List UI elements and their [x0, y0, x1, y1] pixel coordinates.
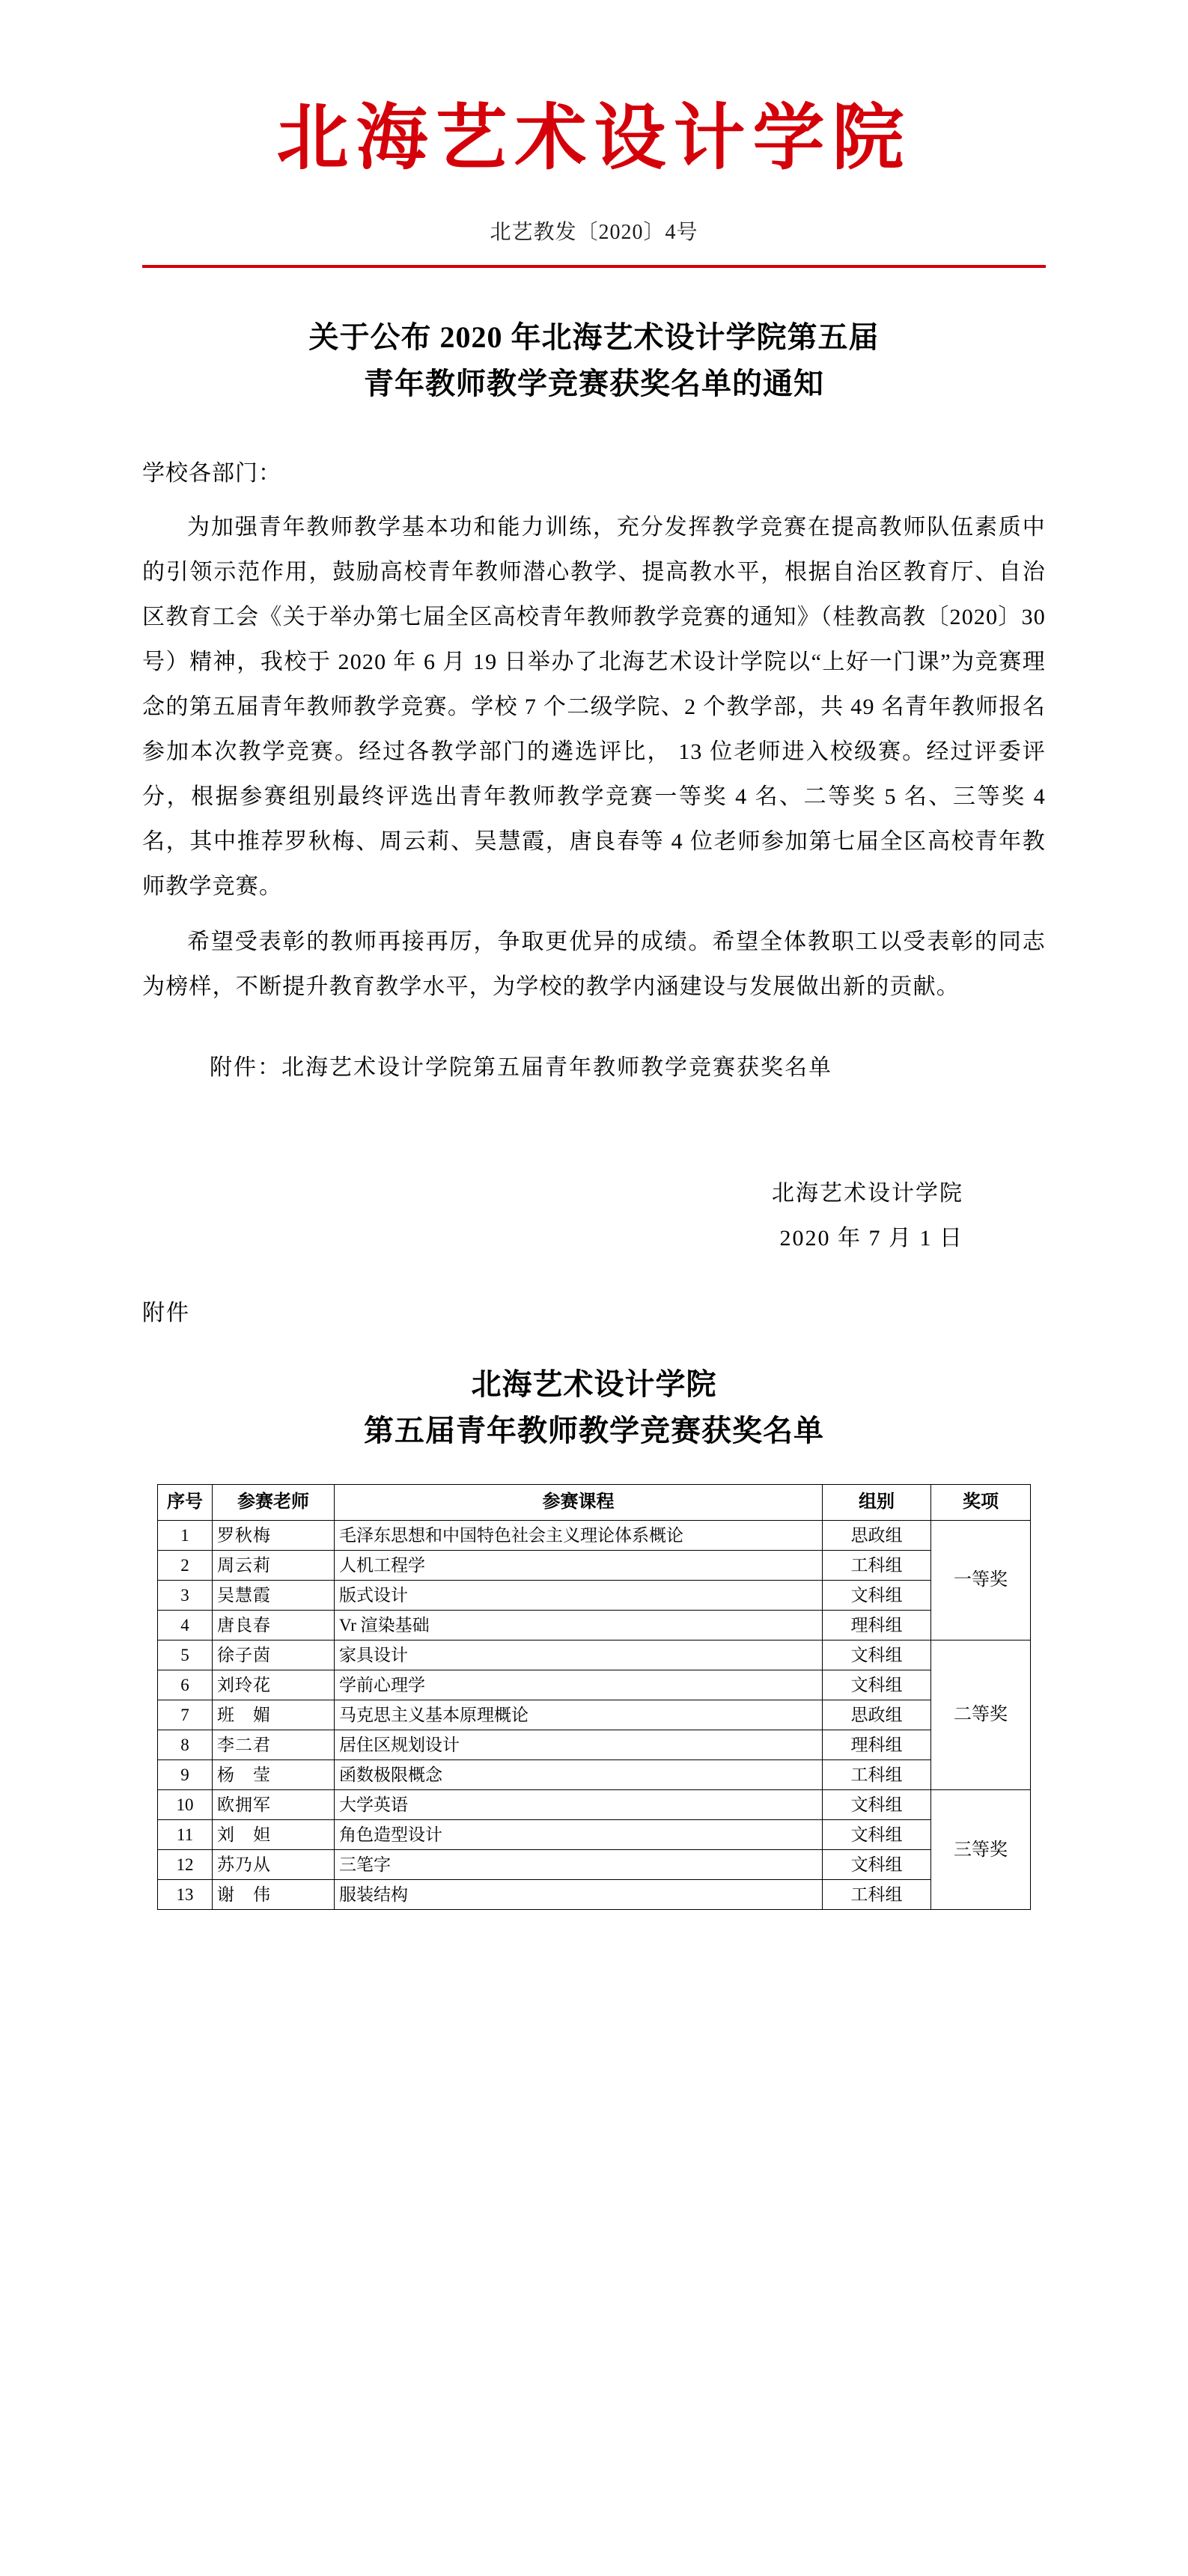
- column-header-group: 组别: [823, 1485, 931, 1520]
- table-row: [158, 1820, 1031, 1850]
- cell-course: 三笔字: [335, 1850, 823, 1880]
- body-paragraph-1: 为加强青年教师教学基本功和能力训练，充分发挥教学竞赛在提高教师队伍素质中的引领示范作用，鼓励高校青年教师潜心教学、提高教水平，根据自治区教育厅、自治区教育工会《关于举办第七届全区高校青年教师教学竞赛的通知》（桂教高教〔2020〕30 号）精神，我校于 2020 年 6 月 19 日举办了北海艺术设计学院以“上好一门课”为竞赛理念的第五届青年教师教学竞赛。学校 7 个二级学院、2 个教学部，共 49 名青年教师报名参加本次教学竞赛。经过各教学部门的遴选评比， 13 位老师进入校级赛。经过评委评分，根据参赛组别最终评选出青年教师教学竞赛一等奖 4 名、二等奖 5 名、三等奖 4 名，其中推荐罗秋梅、周云莉、吴慧霞，唐良春等 4 位老师参加第七届全区高校青年教师教学竞赛。: [142, 515, 1046, 900]
- cell-no: 11: [158, 1820, 213, 1850]
- cell-group: 工科组: [823, 1760, 931, 1790]
- cell-course: 函数极限概念: [335, 1760, 823, 1790]
- signature-organization: 北海艺术设计学院: [772, 1181, 963, 1206]
- cell-course: 版式设计: [335, 1580, 823, 1610]
- table-row: [158, 1580, 1031, 1610]
- document-number: 北艺教发〔2020〕4号: [490, 221, 698, 245]
- cell-course: Vr 渲染基础: [335, 1610, 823, 1640]
- cell-group: 文科组: [823, 1850, 931, 1880]
- cell-award: 二等奖: [931, 1640, 1031, 1789]
- table-row: [158, 1850, 1031, 1880]
- cell-no: 7: [158, 1700, 213, 1730]
- document-title: [112, 314, 1076, 407]
- appendix-label: 附件: [142, 1301, 190, 1326]
- appendix-title-line-2: 第五届青年教师教学竞赛获奖名单: [364, 1414, 824, 1448]
- table-row: [158, 1520, 1031, 1550]
- cell-teacher: 周云莉: [213, 1550, 335, 1580]
- cell-teacher: 徐子茵: [213, 1640, 335, 1670]
- cell-teacher: 班 媚: [213, 1700, 335, 1730]
- cell-teacher: 谢 伟: [213, 1880, 335, 1910]
- cell-group: 文科组: [823, 1640, 931, 1670]
- cell-teacher: 吴慧霞: [213, 1580, 335, 1610]
- cell-course: 角色造型设计: [335, 1820, 823, 1850]
- cell-group: 思政组: [823, 1520, 931, 1550]
- award-table-head: [158, 1485, 1031, 1520]
- table-header-row: [158, 1485, 1031, 1520]
- column-header-no: 序号: [158, 1485, 213, 1520]
- table-row: [158, 1700, 1031, 1730]
- table-row: [158, 1760, 1031, 1790]
- masthead: [112, 97, 1076, 180]
- signature-block: [112, 1171, 1076, 1261]
- cell-teacher: 苏乃从: [213, 1850, 335, 1880]
- cell-no: 4: [158, 1610, 213, 1640]
- institution-name: 北海艺术设计学院: [276, 98, 912, 178]
- cell-group: 思政组: [823, 1700, 931, 1730]
- cell-course: 大学英语: [335, 1790, 823, 1820]
- cell-group: 文科组: [823, 1790, 931, 1820]
- appendix-title-line-1: 北海艺术设计学院: [471, 1367, 717, 1402]
- cell-course: 学前心理学: [335, 1670, 823, 1700]
- cell-teacher: 杨 莹: [213, 1760, 335, 1790]
- table-row: [158, 1730, 1031, 1760]
- document-title-line-1: 关于公布 2020 年北海艺术设计学院第五届: [308, 320, 880, 355]
- cell-no: 9: [158, 1760, 213, 1790]
- signature-date: 2020 年 7 月 1 日: [779, 1226, 963, 1251]
- cell-teacher: 刘 妲: [213, 1820, 335, 1850]
- cell-no: 5: [158, 1640, 213, 1670]
- cell-teacher: 李二君: [213, 1730, 335, 1760]
- attachment-reference: 附件：北海艺术设计学院第五届青年教师教学竞赛获奖名单: [210, 1055, 832, 1081]
- cell-group: 文科组: [823, 1580, 931, 1610]
- cell-no: 13: [158, 1880, 213, 1910]
- cell-course: 马克思主义基本原理概论: [335, 1700, 823, 1730]
- column-header-course: 参赛课程: [335, 1485, 823, 1520]
- cell-course: 毛泽东思想和中国特色社会主义理论体系概论: [335, 1520, 823, 1550]
- cell-course: 家具设计: [335, 1640, 823, 1670]
- salutation: 学校各部门：: [142, 461, 281, 486]
- award-table: [157, 1484, 1031, 1910]
- cell-course: 居住区规划设计: [335, 1730, 823, 1760]
- cell-course: 服装结构: [335, 1880, 823, 1910]
- cell-no: 10: [158, 1790, 213, 1820]
- red-divider-rule: [142, 265, 1046, 268]
- document-title-line-2: 青年教师教学竞赛获奖名单的通知: [364, 367, 824, 401]
- table-row: [158, 1550, 1031, 1580]
- table-row: [158, 1790, 1031, 1820]
- cell-award: 三等奖: [931, 1790, 1031, 1910]
- cell-group: 工科组: [823, 1550, 931, 1580]
- cell-group: 工科组: [823, 1880, 931, 1910]
- cell-teacher: 罗秋梅: [213, 1520, 335, 1550]
- appendix-title: [112, 1361, 1076, 1454]
- body-paragraph-2: 希望受表彰的教师再接再厉，争取更优异的成绩。希望全体教职工以受表彰的同志为榜样，不断提升教育教学水平，为学校的教学内涵建设与发展做出新的贡献。: [142, 930, 1046, 1000]
- table-row: [158, 1640, 1031, 1670]
- table-row: [158, 1670, 1031, 1700]
- cell-group: 文科组: [823, 1670, 931, 1700]
- cell-teacher: 唐良春: [213, 1610, 335, 1640]
- cell-group: 文科组: [823, 1820, 931, 1850]
- table-row: [158, 1880, 1031, 1910]
- document-body: [112, 452, 1076, 1081]
- cell-no: 1: [158, 1520, 213, 1550]
- cell-course: 人机工程学: [335, 1550, 823, 1580]
- cell-group: 理科组: [823, 1610, 931, 1640]
- cell-group: 理科组: [823, 1730, 931, 1760]
- cell-no: 2: [158, 1550, 213, 1580]
- cell-no: 6: [158, 1670, 213, 1700]
- award-table-wrapper: [157, 1484, 1031, 1910]
- cell-teacher: 刘玲花: [213, 1670, 335, 1700]
- cell-teacher: 欧拥军: [213, 1790, 335, 1820]
- cell-no: 8: [158, 1730, 213, 1760]
- table-row: [158, 1610, 1031, 1640]
- column-header-teacher: 参赛老师: [213, 1485, 335, 1520]
- column-header-award: 奖项: [931, 1485, 1031, 1520]
- cell-no: 3: [158, 1580, 213, 1610]
- cell-award: 一等奖: [931, 1520, 1031, 1640]
- cell-no: 12: [158, 1850, 213, 1880]
- award-table-body: [158, 1520, 1031, 1910]
